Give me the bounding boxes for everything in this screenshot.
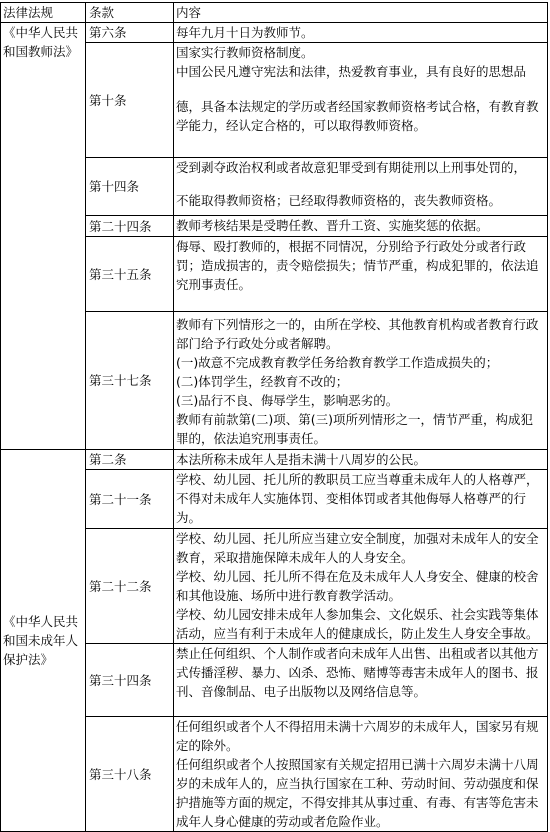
content-cell — [174, 237, 548, 312]
law-name-teachers: 《中华人民共和国教师法》 — [1, 23, 86, 450]
law-table — [0, 2, 548, 832]
content-text: 任何组织或者个人按照国家有关规定招用已满十六周岁未满十八周岁的未成年人的，应当执行国家在工种、劳动时间、劳动强度和保护措施等方面的规定，不得安排其从事过重、有毒、有害等危害未成年人身心健康的劳动或者危险作业。 — [176, 757, 539, 829]
table-row — [1, 23, 548, 43]
content-text: 每年九月十日为教师节。 — [176, 25, 314, 40]
article-cell: 第二十一条 — [86, 470, 174, 529]
content-text: 不能取得教师资格；已经取得教师资格的，丧失教师资格。 — [176, 193, 502, 208]
content-text: 中国公民凡遵守宪法和法律，热爱教育事业，具有良好的思想品 — [176, 64, 527, 79]
content-text: 教师有下列情形之一的，由所在学校、其他教育机构或者教育行政部门给予行政处分或者解聘。 — [176, 317, 539, 351]
article-cell: 第三十八条 — [86, 717, 174, 832]
article-cell: 第十四条 — [86, 158, 174, 216]
content-text: (一)故意不完成教育教学任务给教育教学工作造成损失的； — [176, 355, 499, 370]
article-cell: 第三十七条 — [86, 312, 174, 450]
article-cell: 第十条 — [86, 43, 174, 158]
table-row — [1, 450, 548, 470]
content-text: 学校、幼儿园安排未成年人参加集会、文化娱乐、社会实践等集体活动，应当有利于未成年人的健康成长，防止发生人身安全事故。 — [176, 607, 539, 641]
content-text: 德，具备本法规定的学历或者经国家教师资格考试合格，有教育教学能力，经认定合格的，可以取得教师资格。 — [176, 99, 539, 133]
content-cell — [174, 470, 548, 529]
content-text: 学校、幼儿园、托儿所的教职员工应当尊重未成年人的人格尊严，不得对未成年人实施体罚、变相体罚或者其他侮辱人格尊严的行为。 — [176, 472, 539, 525]
content-cell — [174, 23, 548, 43]
content-text: 国家实行教师资格制度。 — [176, 45, 314, 60]
content-cell — [174, 216, 548, 237]
article-cell: 第三十四条 — [86, 644, 174, 717]
content-cell — [174, 450, 548, 470]
content-text: 任何组织或者个人不得招用未满十六周岁的未成年人，国家另有规定的除外。 — [176, 719, 539, 753]
content-text: 本法所称未成年人是指未满十八周岁的公民。 — [176, 452, 427, 467]
header-law: 法律法规 — [1, 3, 86, 23]
table-header-row — [1, 3, 548, 23]
article-cell: 第二十二条 — [86, 529, 174, 644]
content-text: 侮辱、殴打教师的，根据不同情况，分别给予行政处分或者行政罚；造成损害的，责令赔偿损失；情节严重，构成犯罪的，依法追究刑事责任。 — [176, 239, 539, 292]
content-text: 学校、幼儿园、托儿所应当建立安全制度，加强对未成年人的安全教育，采取措施保障未成年人的人身安全。 — [176, 531, 539, 565]
content-text: 禁止任何组织、个人制作或者向未成年人出售、出租或者以其他方式传播淫秽、暴力、凶杀、恐怖、赌博等毒害未成年人的图书、报刊、音像制品、电子出版物以及网络信息等。 — [176, 646, 539, 699]
content-text: 教师有前款第(二)项、第(三)项所列情形之一，情节严重，构成犯罪的，依法追究刑事责任。 — [176, 412, 534, 446]
article-cell: 第三十五条 — [86, 237, 174, 312]
article-cell: 第二十四条 — [86, 216, 174, 237]
article-cell: 第二条 — [86, 450, 174, 470]
law-name-minors: 《中华人民共和国未成年人保护法》 — [1, 450, 86, 832]
content-text: 受到剥夺政治权利或者故意犯罪受到有期徒刑以上刑事处罚的， — [176, 160, 527, 175]
header-content: 内容 — [174, 3, 548, 23]
content-cell — [174, 312, 548, 450]
content-cell — [174, 644, 548, 717]
header-article: 条款 — [86, 3, 174, 23]
content-cell — [174, 529, 548, 644]
article-cell: 第六条 — [86, 23, 174, 43]
content-cell — [174, 717, 548, 832]
content-text: 学校、幼儿园、托儿所不得在危及未成年人人身安全、健康的校舍和其他设施、场所中进行教育教学活动。 — [176, 569, 539, 603]
content-text: (二)体罚学生，经教育不改的； — [176, 374, 349, 389]
content-cell — [174, 43, 548, 158]
content-text: 教师考核结果是受聘任教、晋升工资、实施奖惩的依据。 — [176, 218, 489, 233]
content-text: (三)品行不良、侮辱学生，影响恶劣的。 — [176, 393, 399, 408]
content-cell — [174, 158, 548, 216]
